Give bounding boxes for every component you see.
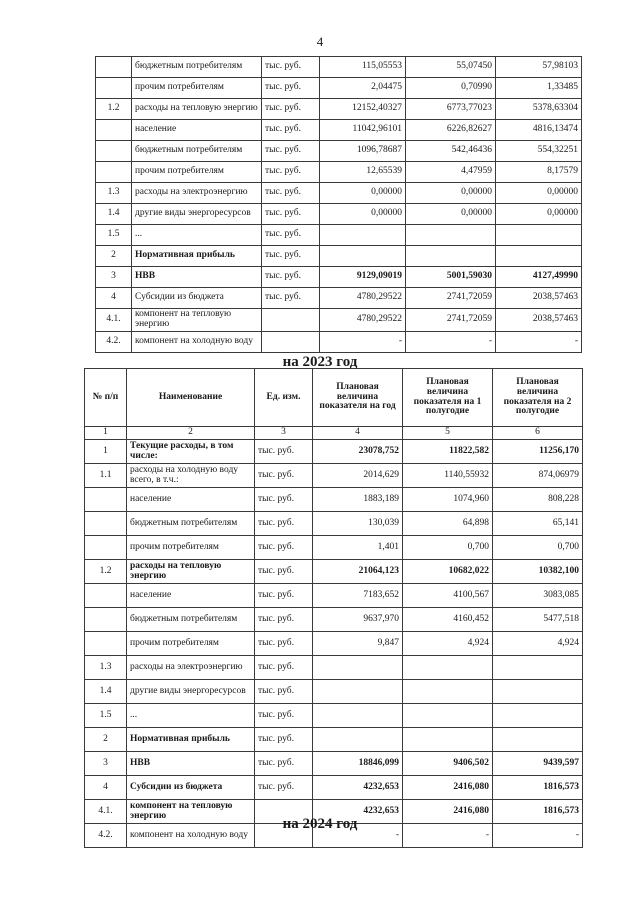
value-second-half: 9439,597	[493, 752, 583, 776]
value-second-half	[496, 225, 582, 246]
value-second-half: 874,06979	[493, 464, 583, 488]
row-number: 1.5	[96, 225, 132, 246]
row-number: 4	[85, 776, 127, 800]
column-index: 3	[255, 427, 313, 440]
value-annual: 4232,653	[313, 776, 403, 800]
row-name: прочим потребителям	[132, 162, 262, 183]
row-unit: тыс. руб.	[262, 57, 320, 78]
column-index: 5	[403, 427, 493, 440]
value-annual: 9,847	[313, 632, 403, 656]
row-number: 1.5	[85, 704, 127, 728]
row-number: 1.3	[85, 656, 127, 680]
value-annual: 0,00000	[320, 183, 406, 204]
value-annual	[313, 656, 403, 680]
value-annual: 4232,653	[313, 800, 403, 824]
row-name: расходы на тепловую энергию	[132, 99, 262, 120]
row-unit: тыс. руб.	[255, 512, 313, 536]
row-name: компонент на тепловую энергию	[132, 309, 262, 332]
table-row	[85, 608, 583, 632]
value-second-half	[493, 728, 583, 752]
row-unit	[262, 309, 320, 332]
row-unit: тыс. руб.	[255, 488, 313, 512]
value-second-half	[496, 246, 582, 267]
value-second-half: 5477,518	[493, 608, 583, 632]
row-name: расходы на электроэнергию	[132, 183, 262, 204]
header-no: № п/п	[85, 369, 127, 427]
row-unit: тыс. руб.	[255, 752, 313, 776]
row-name: население	[132, 120, 262, 141]
table-row	[96, 204, 582, 225]
value-annual: 0,00000	[320, 204, 406, 225]
value-annual: 23078,752	[313, 440, 403, 464]
row-unit: тыс. руб.	[262, 120, 320, 141]
row-number	[85, 512, 127, 536]
table-row	[85, 656, 583, 680]
row-number: 2	[96, 246, 132, 267]
table-row	[85, 536, 583, 560]
row-name: расходы на холодную воду всего, в т.ч.:	[127, 464, 255, 488]
row-unit: тыс. руб.	[262, 183, 320, 204]
year-heading-2024: на 2024 год	[282, 816, 358, 832]
value-second-half: 4127,49990	[496, 267, 582, 288]
row-number: 1.4	[96, 204, 132, 225]
value-first-half: 10682,022	[403, 560, 493, 584]
value-second-half: 2038,57463	[496, 288, 582, 309]
value-second-half: 3083,085	[493, 584, 583, 608]
value-second-half: 57,98103	[496, 57, 582, 78]
value-second-half	[493, 704, 583, 728]
value-annual: -	[313, 824, 403, 848]
value-annual	[320, 225, 406, 246]
value-first-half	[403, 680, 493, 704]
value-annual: 1,401	[313, 536, 403, 560]
row-number	[96, 120, 132, 141]
row-name: расходы на тепловую энергию	[127, 560, 255, 584]
row-name: Субсидии из бюджета	[127, 776, 255, 800]
value-annual	[320, 246, 406, 267]
value-second-half: 1816,573	[493, 776, 583, 800]
value-first-half: 5001,59030	[406, 267, 496, 288]
table-row	[85, 728, 583, 752]
row-unit: тыс. руб.	[255, 632, 313, 656]
row-name: прочим потребителям	[127, 632, 255, 656]
table-row	[96, 141, 582, 162]
row-name: Нормативная прибыль	[127, 728, 255, 752]
row-name: другие виды энергоресурсов	[132, 204, 262, 225]
value-annual: 18846,099	[313, 752, 403, 776]
row-number	[85, 608, 127, 632]
value-first-half	[403, 656, 493, 680]
value-first-half: 0,00000	[406, 183, 496, 204]
table-row	[96, 225, 582, 246]
row-number	[85, 488, 127, 512]
row-name: бюджетным потребителям	[132, 141, 262, 162]
value-annual: 21064,123	[313, 560, 403, 584]
value-annual: 11042,96101	[320, 120, 406, 141]
value-annual: 115,05553	[320, 57, 406, 78]
row-name: население	[127, 584, 255, 608]
value-first-half: 64,898	[403, 512, 493, 536]
row-unit: тыс. руб.	[262, 246, 320, 267]
row-number: 1.3	[96, 183, 132, 204]
table-row	[96, 267, 582, 288]
row-number	[85, 632, 127, 656]
value-second-half: 1816,573	[493, 800, 583, 824]
value-first-half: 4,924	[403, 632, 493, 656]
value-second-half: -	[496, 331, 582, 352]
value-second-half: 554,32251	[496, 141, 582, 162]
header-unit: Ед. изм.	[255, 369, 313, 427]
table-row	[85, 488, 583, 512]
value-second-half: 65,141	[493, 512, 583, 536]
table-row	[85, 752, 583, 776]
row-unit: тыс. руб.	[262, 267, 320, 288]
row-unit: тыс. руб.	[255, 656, 313, 680]
column-index: 4	[313, 427, 403, 440]
value-second-half: 0,00000	[496, 183, 582, 204]
row-unit: тыс. руб.	[255, 680, 313, 704]
tariff-table-2022-body	[96, 57, 582, 353]
table-row	[96, 162, 582, 183]
table-row	[85, 632, 583, 656]
tariff-table-2023	[84, 368, 583, 848]
table-row	[85, 680, 583, 704]
row-unit: тыс. руб.	[262, 99, 320, 120]
value-first-half: -	[403, 824, 493, 848]
value-first-half: 0,70990	[406, 78, 496, 99]
row-number: 1.4	[85, 680, 127, 704]
row-number: 4.2.	[96, 331, 132, 352]
row-name: НВВ	[127, 752, 255, 776]
value-first-half: 2741,72059	[406, 309, 496, 332]
value-first-half: 4100,567	[403, 584, 493, 608]
row-unit: тыс. руб.	[262, 225, 320, 246]
row-number	[85, 536, 127, 560]
row-number: 3	[85, 752, 127, 776]
header-second-half: Плановая величина показателя на 2 полугодие	[493, 369, 583, 427]
table-row	[96, 288, 582, 309]
value-first-half: 2416,080	[403, 776, 493, 800]
value-second-half: 8,17579	[496, 162, 582, 183]
row-number: 1	[85, 440, 127, 464]
row-unit: тыс. руб.	[255, 464, 313, 488]
row-name: бюджетным потребителям	[132, 57, 262, 78]
value-first-half: 542,46436	[406, 141, 496, 162]
table-row	[96, 120, 582, 141]
value-first-half: 55,07450	[406, 57, 496, 78]
value-first-half: 6226,82627	[406, 120, 496, 141]
value-first-half: 6773,77023	[406, 99, 496, 120]
row-name: Текущие расходы, в том числе:	[127, 440, 255, 464]
page-number: 4	[316, 34, 324, 49]
row-unit: тыс. руб.	[255, 560, 313, 584]
table-row	[85, 560, 583, 584]
row-unit: тыс. руб.	[255, 704, 313, 728]
table-row	[96, 78, 582, 99]
row-name: бюджетным потребителям	[127, 608, 255, 632]
value-first-half: 1140,55932	[403, 464, 493, 488]
table-row	[85, 440, 583, 464]
value-second-half: 4,924	[493, 632, 583, 656]
value-annual: 130,039	[313, 512, 403, 536]
value-first-half	[403, 704, 493, 728]
value-second-half	[493, 656, 583, 680]
value-second-half: 2038,57463	[496, 309, 582, 332]
row-number: 3	[96, 267, 132, 288]
row-number	[96, 78, 132, 99]
value-second-half: 10382,100	[493, 560, 583, 584]
row-number: 1.1	[85, 464, 127, 488]
value-first-half: 1074,960	[403, 488, 493, 512]
row-name: другие виды энергоресурсов	[127, 680, 255, 704]
row-unit: тыс. руб.	[262, 204, 320, 225]
row-name: НВВ	[132, 267, 262, 288]
value-first-half: 9406,502	[403, 752, 493, 776]
value-second-half: -	[493, 824, 583, 848]
table-row	[96, 246, 582, 267]
row-unit: тыс. руб.	[255, 584, 313, 608]
header-first-half: Плановая величина показателя на 1 полугодие	[403, 369, 493, 427]
value-first-half: 2741,72059	[406, 288, 496, 309]
year-heading-2023: на 2023 год	[282, 354, 358, 370]
value-first-half: 0,00000	[406, 204, 496, 225]
value-first-half	[406, 246, 496, 267]
value-annual	[313, 680, 403, 704]
table-header-row	[85, 369, 583, 427]
row-unit: тыс. руб.	[255, 608, 313, 632]
table-row	[85, 512, 583, 536]
tariff-table-2022	[95, 56, 582, 353]
header-annual: Плановая величина показателя на год	[313, 369, 403, 427]
value-annual: 2014,629	[313, 464, 403, 488]
value-annual: 2,04475	[320, 78, 406, 99]
value-second-half: 808,228	[493, 488, 583, 512]
value-second-half: 11256,170	[493, 440, 583, 464]
value-first-half: 0,700	[403, 536, 493, 560]
table-row	[85, 584, 583, 608]
row-number	[96, 141, 132, 162]
row-unit: тыс. руб.	[262, 288, 320, 309]
value-second-half: 0,700	[493, 536, 583, 560]
value-second-half: 1,33485	[496, 78, 582, 99]
value-annual: 1883,189	[313, 488, 403, 512]
table-row	[96, 57, 582, 78]
value-second-half	[493, 680, 583, 704]
value-annual: 12,65539	[320, 162, 406, 183]
row-name: компонент на холодную воду	[132, 331, 262, 352]
table-row	[85, 464, 583, 488]
row-number	[96, 57, 132, 78]
value-annual: 4780,29522	[320, 288, 406, 309]
value-first-half: 4,47959	[406, 162, 496, 183]
row-name: компонент на холодную воду	[127, 824, 255, 848]
table-row	[96, 331, 582, 352]
row-name: прочим потребителям	[127, 536, 255, 560]
header-name: Наименование	[127, 369, 255, 427]
row-unit: тыс. руб.	[255, 440, 313, 464]
value-first-half: 4160,452	[403, 608, 493, 632]
table-row	[96, 183, 582, 204]
row-name: расходы на электроэнергию	[127, 656, 255, 680]
row-unit	[262, 331, 320, 352]
row-number: 4	[96, 288, 132, 309]
value-first-half: -	[406, 331, 496, 352]
row-name: Нормативная прибыль	[132, 246, 262, 267]
row-number	[85, 584, 127, 608]
row-unit: тыс. руб.	[255, 536, 313, 560]
row-number	[96, 162, 132, 183]
row-unit: тыс. руб.	[262, 162, 320, 183]
column-index-row	[85, 427, 583, 440]
value-second-half: 4816,13474	[496, 120, 582, 141]
row-unit: тыс. руб.	[262, 141, 320, 162]
column-index: 6	[493, 427, 583, 440]
row-name: компонент на тепловую энергию	[127, 800, 255, 824]
value-second-half: 0,00000	[496, 204, 582, 225]
row-name: ...	[132, 225, 262, 246]
row-name: ...	[127, 704, 255, 728]
row-name: население	[127, 488, 255, 512]
value-first-half	[406, 225, 496, 246]
row-number: 1.2	[96, 99, 132, 120]
row-name: бюджетным потребителям	[127, 512, 255, 536]
value-annual: 9129,09019	[320, 267, 406, 288]
value-first-half: 2416,080	[403, 800, 493, 824]
tariff-table-2023-body	[85, 369, 583, 848]
row-number: 4.2.	[85, 824, 127, 848]
value-annual: -	[320, 331, 406, 352]
row-unit: тыс. руб.	[255, 728, 313, 752]
table-row	[85, 704, 583, 728]
value-first-half	[403, 728, 493, 752]
value-annual	[313, 728, 403, 752]
value-annual: 9637,970	[313, 608, 403, 632]
value-first-half: 11822,582	[403, 440, 493, 464]
value-annual	[313, 704, 403, 728]
value-annual: 7183,652	[313, 584, 403, 608]
table-row	[85, 776, 583, 800]
row-unit: тыс. руб.	[262, 78, 320, 99]
table-row	[96, 99, 582, 120]
row-number: 1.2	[85, 560, 127, 584]
value-annual: 4780,29522	[320, 309, 406, 332]
row-name: Субсидии из бюджета	[132, 288, 262, 309]
value-annual: 1096,78687	[320, 141, 406, 162]
column-index: 1	[85, 427, 127, 440]
row-number: 4.1.	[85, 800, 127, 824]
row-name: прочим потребителям	[132, 78, 262, 99]
row-number: 2	[85, 728, 127, 752]
row-number: 4.1.	[96, 309, 132, 332]
table-row	[96, 309, 582, 332]
column-index: 2	[127, 427, 255, 440]
value-second-half: 5378,63304	[496, 99, 582, 120]
row-unit: тыс. руб.	[255, 776, 313, 800]
value-annual: 12152,40327	[320, 99, 406, 120]
